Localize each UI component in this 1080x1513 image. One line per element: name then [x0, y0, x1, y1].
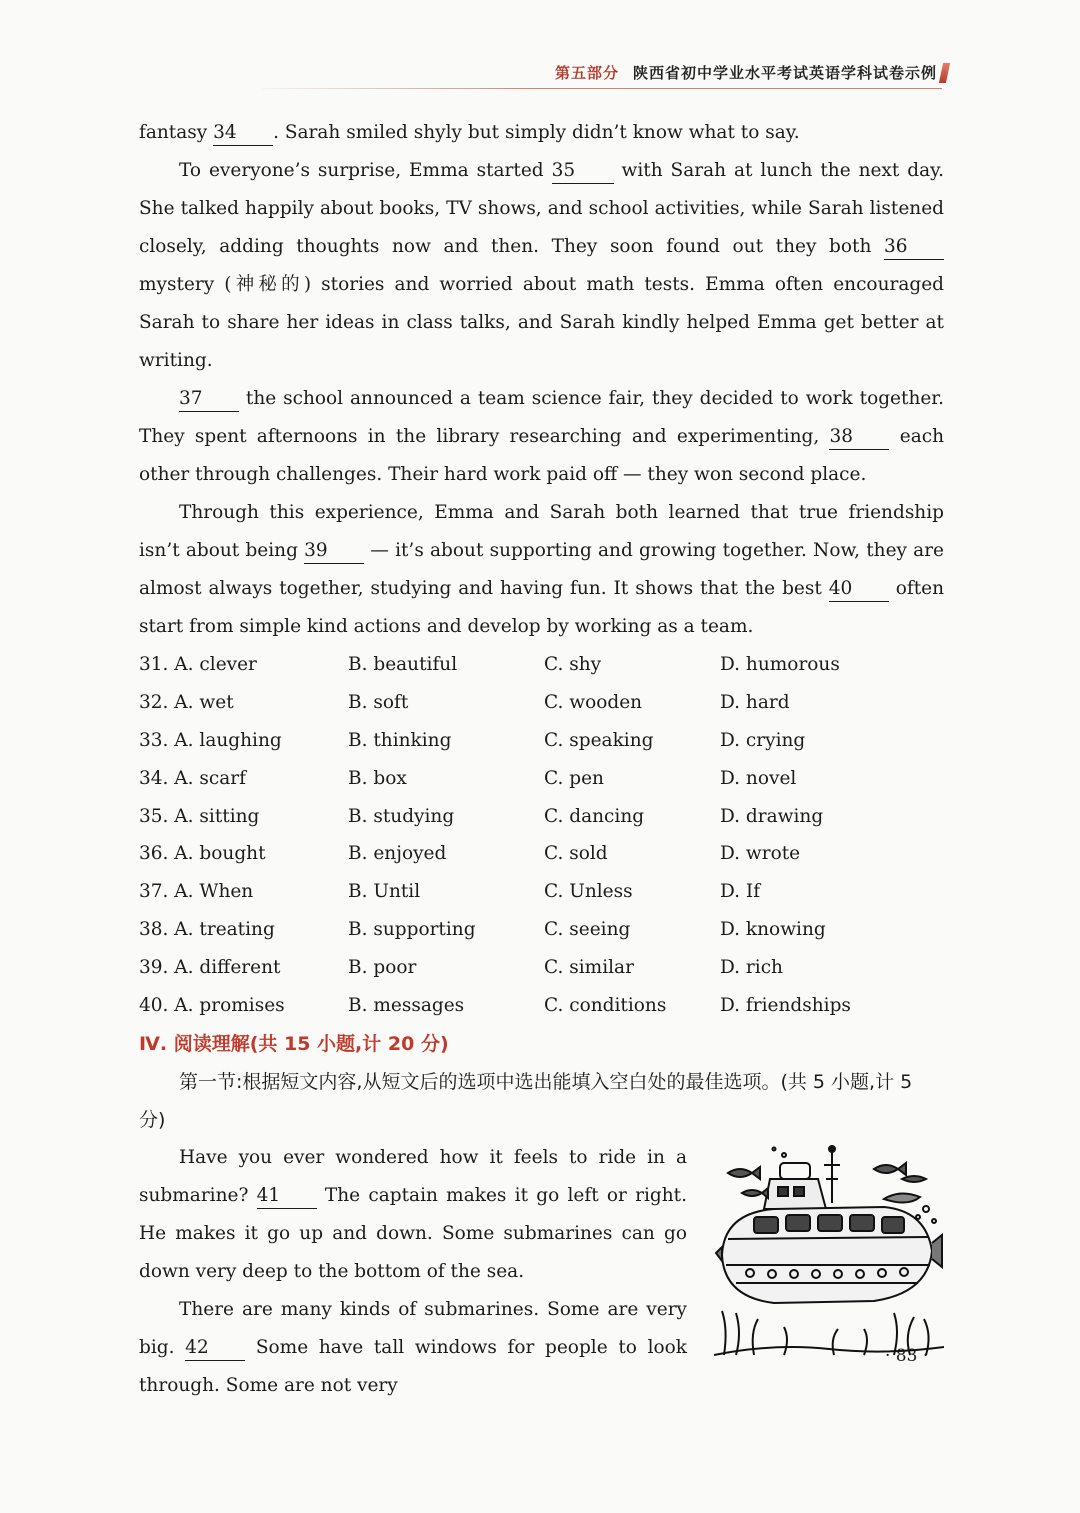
- blank-42: 42: [185, 1336, 245, 1361]
- option-b: B. enjoyed: [348, 843, 447, 865]
- section-instructions: 第一节:根据短文内容,从短文后的选项中选出能填入空白处的最佳选项。(共 5 小题,计 5 分): [139, 1070, 913, 1131]
- blank-40: 40: [829, 577, 889, 602]
- reading-text: [139, 1139, 687, 1405]
- option-a: 38. A. treating: [139, 919, 275, 941]
- blank-37: 37: [179, 387, 239, 412]
- option-b: B. box: [348, 767, 407, 789]
- text: — it’s about supporting and growing together. Now, they are almost always together, studying and having fun. It shows that the best: [139, 540, 945, 599]
- option-row: [139, 873, 944, 911]
- reading-passage: [139, 1139, 944, 1405]
- option-a: 36. A. bought: [139, 843, 266, 865]
- passage-paragraph-4: [139, 494, 944, 646]
- header-title: 陕西省初中学业水平考试英语学科试卷示例: [632, 64, 937, 82]
- option-b: B. Until: [348, 881, 421, 903]
- option-d: D. crying: [720, 729, 806, 751]
- option-c: C. similar: [544, 957, 634, 979]
- option-c: C. pen: [544, 767, 604, 789]
- option-row: [139, 987, 944, 1025]
- option-row: [139, 835, 944, 873]
- option-b: B. soft: [348, 691, 409, 713]
- option-c: C. conditions: [544, 995, 667, 1017]
- option-a: 40. A. promises: [139, 995, 285, 1017]
- option-row: [139, 760, 944, 798]
- text: the school announced a team science fair, they decided to work together. They spent afternoons in the library researching and experimenting,: [139, 388, 944, 447]
- option-row: [139, 722, 944, 760]
- text: Have you ever wondered how it feels to ride in a submarine?: [139, 1146, 687, 1206]
- text: Through this experience, Emma and Sarah both learned that true friendship isn’t about being: [139, 502, 944, 561]
- option-row: [139, 949, 944, 987]
- blank-34: 34: [213, 121, 273, 146]
- text: often start from simple kind actions and develop by working as a team.: [139, 578, 944, 637]
- blank-36: 36: [884, 235, 944, 260]
- option-b: B. studying: [348, 805, 455, 827]
- submarine-icon: [714, 1143, 944, 1358]
- passage-paragraph-2: [139, 152, 944, 380]
- text: fantasy: [139, 122, 214, 143]
- text: with Sarah at lunch the next day. She talked happily about books, TV shows, and school activities, while Sarah listened closely, adding thoughts now and then. They soon found out they both: [139, 160, 944, 257]
- header-mark-icon: [939, 63, 950, 83]
- text: mystery (神秘的) stories and worried about math tests. Emma often encouraged Sarah to share her ideas in class talks, and Sarah kindly helped Emma get better at writing.: [139, 274, 944, 371]
- option-c: C. dancing: [544, 805, 645, 827]
- option-b: B. beautiful: [348, 654, 458, 675]
- option-d: D. drawing: [720, 805, 824, 827]
- option-row: [139, 911, 944, 949]
- option-c: C. wooden: [544, 691, 643, 713]
- option-row: [139, 798, 944, 836]
- option-a: 33. A. laughing: [139, 729, 282, 751]
- section-title: Ⅳ. 阅读理解(共 15 小题,计 20 分): [139, 1032, 449, 1055]
- running-header: [555, 62, 948, 83]
- option-a: 34. A. scarf: [139, 767, 246, 789]
- text: Some have tall windows for people to look through. Some are not very: [139, 1336, 687, 1396]
- header-part: 第五部分: [554, 64, 619, 82]
- blank-38: 38: [829, 425, 889, 450]
- option-a: 31. A. clever: [139, 654, 257, 675]
- option-d: D. novel: [720, 767, 797, 789]
- text: . Sarah smiled shyly but simply didn’t know what to say.: [273, 122, 800, 143]
- text: There are many kinds of submarines. Some are very big.: [139, 1298, 687, 1358]
- option-b: B. thinking: [348, 729, 452, 751]
- option-d: D. wrote: [720, 843, 801, 865]
- option-c: C. shy: [544, 654, 602, 675]
- text: each other through challenges. Their hard work paid off — they won second place.: [139, 426, 944, 485]
- option-a: 32. A. wet: [139, 691, 234, 713]
- reading-paragraph-1: [139, 1139, 687, 1291]
- blank-35: 35: [552, 159, 614, 184]
- passage-paragraph-1: [139, 114, 944, 152]
- option-row: [139, 646, 944, 684]
- option-b: B. supporting: [348, 919, 476, 941]
- option-d: D. knowing: [720, 919, 826, 941]
- reading-paragraph-2: [139, 1291, 687, 1405]
- option-d: D. hard: [720, 691, 790, 713]
- option-d: D. rich: [720, 957, 783, 979]
- page-number: · 83 ·: [885, 1346, 929, 1366]
- option-b: B. poor: [348, 957, 417, 979]
- blank-41: 41: [257, 1184, 317, 1209]
- option-d: D. If: [720, 881, 761, 903]
- option-c: C. sold: [544, 843, 608, 865]
- answer-options: [139, 646, 944, 1025]
- blank-39: 39: [304, 539, 364, 564]
- option-c: C. speaking: [544, 729, 654, 751]
- header-rule: [262, 88, 942, 89]
- option-d: D. humorous: [720, 654, 840, 675]
- option-a: 35. A. sitting: [139, 805, 260, 827]
- text: The captain makes it go left or right. He makes it go up and down. Some submarines can go down very deep to the bottom of the sea.: [139, 1184, 688, 1282]
- option-b: B. messages: [348, 995, 465, 1017]
- option-c: C. Unless: [544, 881, 633, 903]
- option-a: 37. A. When: [139, 881, 254, 903]
- option-c: C. seeing: [544, 919, 631, 941]
- option-d: D. friendships: [720, 995, 851, 1017]
- option-a: 39. A. different: [139, 957, 281, 979]
- passage-paragraph-3: [139, 380, 944, 494]
- text: To everyone’s surprise, Emma started: [179, 160, 552, 181]
- page-content: [139, 114, 944, 1405]
- option-row: [139, 684, 944, 722]
